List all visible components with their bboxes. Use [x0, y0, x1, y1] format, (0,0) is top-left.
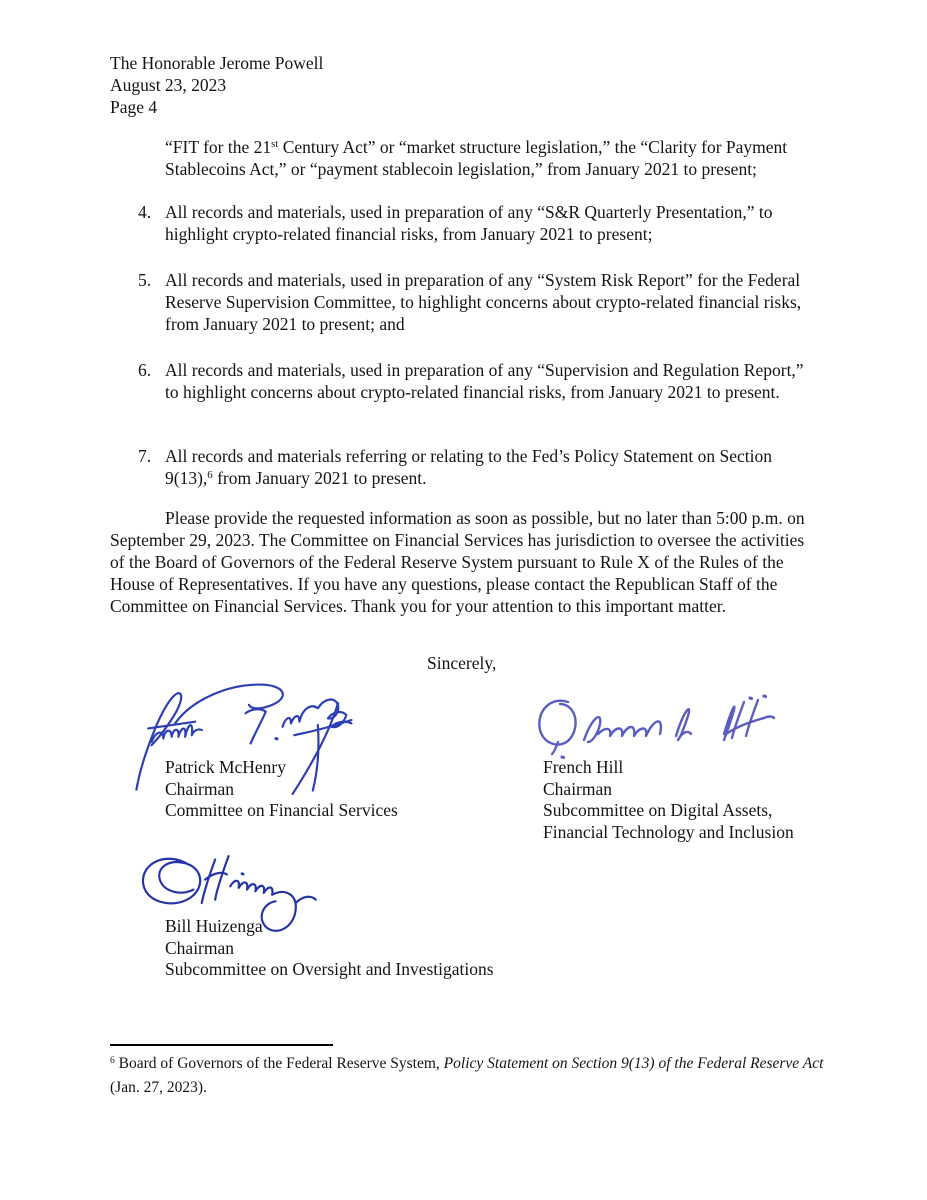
footnote-separator-rule: [110, 1044, 333, 1046]
signer-title: Chairman: [543, 778, 613, 799]
continuation-text-rest: Century Act” or “market structure legislation,” the “Clarity for Payment Stablecoins Act,” or “payment stablecoin legislation,” from January 2021 to present;: [165, 137, 788, 179]
hill-signature-strokes: [539, 696, 774, 758]
signer-organization: Subcommittee on Oversight and Investigations: [165, 959, 494, 979]
item-text: All records and materials, used in preparation of any “Supervision and Regulation Report,” to highlight concerns about crypto-related financial risks, from January 2021 to present.: [165, 360, 804, 402]
footnote-case-title: Policy Statement on Section 9(13) of the Federal Reserve Act: [443, 1055, 824, 1072]
mchenry-signature-block: [165, 757, 398, 822]
item-number: 6.: [138, 360, 152, 380]
huizenga-signature-block: [165, 916, 494, 981]
list-item-5: [138, 269, 813, 335]
item-text-rest: from January 2021 to present.: [212, 468, 427, 488]
item-text: All records and materials, used in preparation of any “S&R Quarterly Presentation,” to highlight crypto-related financial risks, from January 2021 to present;: [165, 202, 773, 244]
list-item-7: [138, 445, 813, 489]
signer-title: Chairman: [165, 937, 235, 958]
page-number-line: Page 4: [110, 97, 158, 117]
footnote-text-start: Board of Governors of the Federal Reserve System,: [114, 1055, 444, 1072]
signer-name: Bill Huizenga: [165, 916, 263, 936]
list-item-6: [138, 359, 813, 403]
date-line: August 23, 2023: [110, 75, 227, 95]
item-number: 7.: [138, 446, 152, 466]
continuation-paragraph: [165, 136, 825, 180]
item-number: 5.: [138, 270, 152, 290]
signer-organization: Subcommittee on Digital Assets,: [543, 800, 773, 820]
hill-signature-block: [543, 757, 794, 843]
hill-signature-image: [528, 692, 818, 762]
letter-header: [110, 52, 323, 118]
footnote-text-rest: (Jan. 27, 2023).: [110, 1078, 207, 1096]
footnote-reference-superscript: 6: [207, 469, 213, 482]
closing-paragraph: Please provide the requested information as soon as possible, but no later than 5:00 p.m. on September 29, 2023. The Committee on Financial Services has jurisdiction to oversee the activities of the Board of Governors of the Federal Reserve System pursuant to Rule X of the Rules of the House of Representatives. If you have any questions, please contact the Republican Staff of the Committee on Financial Services. Thank you for your attention to this important matter.: [110, 508, 805, 616]
list-item-4: [138, 201, 813, 245]
signer-organization: Committee on Financial Services: [165, 800, 398, 820]
item-number: 4.: [138, 202, 152, 222]
signer-title: Chairman: [165, 778, 235, 799]
signer-name: French Hill: [543, 757, 624, 777]
continuation-text-start: “FIT for the 21: [165, 137, 272, 157]
item-text: All records and materials, used in preparation of any “System Risk Report” for the Federal Reserve Supervision Committee, to highlight concerns about crypto-related financial risks, from January 2021 to present; and: [165, 270, 802, 334]
item-text-start: All records and materials referring or relating to the Fed’s Policy Statement on Section 9(13),: [165, 446, 772, 488]
recipient-line: The Honorable Jerome Powell: [110, 53, 324, 73]
item-text: [165, 445, 813, 489]
signer-name: Patrick McHenry: [165, 757, 287, 777]
footnote-marker: 6: [110, 1054, 115, 1066]
footnote: [110, 1052, 852, 1099]
signer-organization: Financial Technology and Inclusion: [543, 821, 794, 842]
valediction: Sincerely,: [427, 653, 497, 673]
ordinal-superscript: st: [271, 138, 279, 151]
